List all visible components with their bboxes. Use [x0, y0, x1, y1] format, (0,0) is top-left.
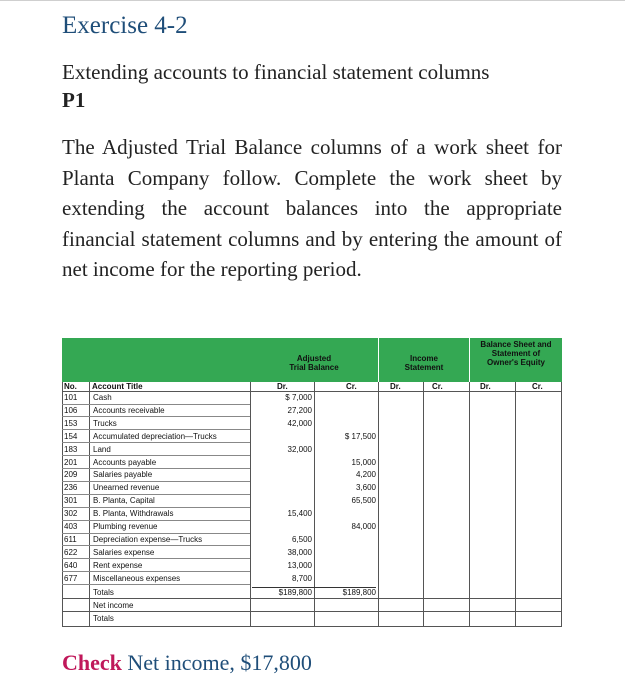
totals-label: Totals — [93, 588, 114, 597]
grid-line — [515, 382, 516, 627]
account-number: 106 — [64, 405, 78, 415]
row-rule — [62, 442, 250, 443]
adjusted-credit: 65,500 — [351, 496, 376, 506]
exercise-subtitle: Extending accounts to financial statement columns — [62, 60, 490, 84]
account-number: 183 — [64, 444, 78, 454]
account-title: Salaries payable — [93, 470, 153, 480]
row-rule — [62, 533, 250, 534]
row-rule — [62, 571, 250, 572]
account-number: 201 — [64, 457, 78, 467]
grid-line — [62, 611, 562, 612]
adjusted-debit: 13,000 — [287, 560, 312, 570]
check-answer — [62, 650, 312, 676]
totals-adj-cr: $189,800 — [342, 588, 376, 597]
grid-line — [62, 626, 562, 627]
account-title: Accounts payable — [93, 457, 157, 467]
adjusted-debit: 6,500 — [291, 534, 312, 544]
grid-line — [423, 382, 424, 627]
col-header-adj-cr: Cr. — [346, 382, 357, 391]
account-title: Depreciation expense—Trucks — [93, 534, 203, 544]
account-number: 301 — [64, 496, 78, 506]
col-header-no: No. — [64, 382, 77, 391]
account-number: 153 — [64, 418, 78, 428]
grid-line — [62, 391, 562, 392]
col-header-is-cr: Cr. — [432, 382, 443, 391]
account-number: 236 — [64, 483, 78, 493]
grid-line — [62, 598, 562, 599]
account-title: Trucks — [93, 418, 117, 428]
account-number: 101 — [64, 393, 78, 402]
adjusted-credit: $ 17,500 — [344, 431, 376, 441]
account-title: Cash — [93, 393, 112, 402]
row-rule — [62, 520, 250, 521]
account-number: 622 — [64, 547, 78, 557]
account-title: B. Planta, Capital — [93, 496, 155, 506]
adjusted-debit: 8,700 — [291, 573, 312, 583]
final-totals-label: Totals — [93, 614, 114, 623]
account-number: 154 — [64, 431, 78, 441]
total-rule — [252, 587, 376, 588]
row-rule — [62, 429, 250, 430]
row-rule — [62, 455, 250, 456]
account-number: 209 — [64, 470, 78, 480]
account-number: 640 — [64, 560, 78, 570]
adjusted-credit: 84,000 — [351, 522, 376, 531]
row-rule — [62, 545, 250, 546]
grid-line — [378, 382, 379, 627]
account-title: Land — [93, 444, 111, 454]
col-header-adj-dr: Dr. — [277, 382, 288, 391]
totals-adj-dr: $189,800 — [278, 588, 312, 597]
row-rule — [62, 494, 250, 495]
adjusted-credit: 15,000 — [351, 457, 376, 467]
learning-objective-code: P1 — [62, 88, 86, 112]
account-title: Salaries expense — [93, 547, 155, 557]
balance-sheet-header: Balance Sheet and Statement of Owner's Equity — [480, 340, 552, 367]
grid-line — [469, 382, 470, 627]
account-number: 403 — [64, 522, 78, 531]
account-title: Plumbing revenue — [93, 522, 158, 531]
account-title: Accounts receivable — [93, 405, 165, 415]
grid-line — [561, 382, 562, 627]
account-title: Rent expense — [93, 560, 143, 570]
header-separator — [469, 338, 470, 382]
account-title: B. Planta, Withdrawals — [93, 509, 174, 519]
check-text: Net income, $17,800 — [121, 650, 312, 675]
exercise-title: Exercise 4-2 — [62, 12, 188, 39]
income-statement-header: Income Statement — [404, 354, 444, 372]
adjusted-debit: 32,000 — [287, 444, 312, 454]
adjusted-debit: $ 7,000 — [285, 393, 312, 402]
top-divider — [0, 0, 625, 1]
instructions-paragraph: The Adjusted Trial Balance columns of a work sheet for Planta Company follow. Complete the work sheet by extending the account balances into the appropriate financial statement columns and by entering the amount of net income for the reporting period. — [62, 135, 562, 281]
adjusted-credit: 4,200 — [355, 470, 376, 480]
account-title: Miscellaneous expenses — [93, 573, 181, 583]
adjusted-debit: 42,000 — [287, 418, 312, 428]
grid-line — [250, 382, 251, 627]
grid-line — [314, 382, 315, 627]
adjusted-debit: 38,000 — [287, 547, 312, 557]
col-header-bs-cr: Cr. — [532, 382, 543, 391]
adjusted-debit: 15,400 — [287, 509, 312, 519]
grid-line — [89, 382, 90, 588]
account-number: 611 — [64, 534, 77, 544]
grid-line — [62, 382, 63, 627]
col-header-is-dr: Dr. — [390, 382, 401, 391]
adjusted-trial-balance-header: Adjusted Trial Balance — [289, 354, 339, 372]
row-rule — [62, 468, 250, 469]
check-label: Check — [62, 650, 122, 675]
row-rule — [62, 416, 250, 417]
col-header-bs-dr: Dr. — [480, 382, 491, 391]
account-title: Accumulated depreciation—Trucks — [93, 431, 217, 441]
net-income-label: Net income — [93, 601, 134, 610]
adjusted-debit: 27,200 — [287, 405, 312, 415]
row-rule — [62, 404, 250, 405]
work-sheet-table — [62, 338, 562, 627]
row-rule — [62, 584, 250, 585]
adjusted-credit: 3,600 — [355, 483, 376, 493]
col-header-account-title: Account Title — [92, 382, 143, 391]
header-separator — [378, 338, 379, 382]
account-title: Unearned revenue — [93, 483, 160, 493]
grid-line — [89, 588, 90, 627]
row-rule — [62, 481, 250, 482]
row-rule — [62, 507, 250, 508]
row-rule — [62, 558, 250, 559]
account-number: 302 — [64, 509, 78, 519]
account-number: 677 — [64, 573, 78, 583]
